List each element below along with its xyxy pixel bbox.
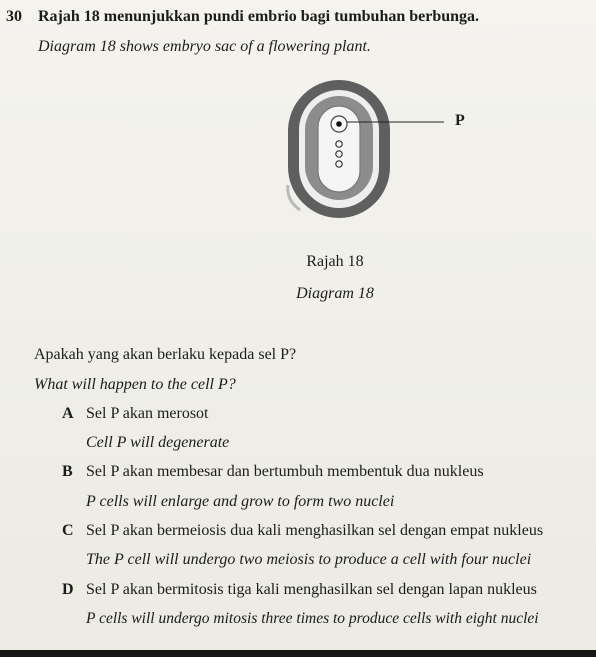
question-stem-malay: Rajah 18 menunjukkan pundi embrio bagi tumbuhan berbunga. xyxy=(38,8,480,25)
option-c-malay: Sel P akan bermeiosis dua kali menghasilkan sel dengan empat nukleus xyxy=(86,522,544,539)
diagram-caption-english: Diagram 18 xyxy=(296,285,374,302)
option-a-english: Cell P will degenerate xyxy=(86,434,230,451)
option-b-letter: B xyxy=(62,463,73,480)
cell-p-nucleus xyxy=(336,121,342,127)
option-d-english: P cells will undergo mitosis three times to produce cells with eight nuclei xyxy=(86,610,539,627)
question-number: 30 xyxy=(6,8,22,25)
prompt-malay: Apakah yang akan berlaku kepada sel P? xyxy=(34,346,297,363)
option-c-letter: C xyxy=(62,522,74,539)
option-b-malay: Sel P akan membesar dan bertumbuh membentuk dua nukleus xyxy=(86,463,484,480)
option-a-malay: Sel P akan merosot xyxy=(86,405,209,422)
embryo-sac-diagram xyxy=(0,0,596,260)
diagram-caption-malay: Rajah 18 xyxy=(306,253,364,270)
embryo-sac-illustration xyxy=(288,80,444,218)
page-bottom-edge xyxy=(0,650,596,657)
option-a-letter: A xyxy=(62,405,74,422)
option-d-malay: Sel P akan bermitosis tiga kali menghasilkan sel dengan lapan nukleus xyxy=(86,581,537,598)
prompt-english: What will happen to the cell P? xyxy=(34,376,236,393)
pointer-label-p: P xyxy=(455,112,465,129)
option-c-english: The P cell will undergo two meiosis to produce a cell with four nuclei xyxy=(86,551,532,568)
question-stem-english: Diagram 18 shows embryo sac of a flowering plant. xyxy=(38,38,371,55)
option-b-english: P cells will enlarge and grow to form two nuclei xyxy=(86,493,395,510)
option-d-letter: D xyxy=(62,581,74,598)
